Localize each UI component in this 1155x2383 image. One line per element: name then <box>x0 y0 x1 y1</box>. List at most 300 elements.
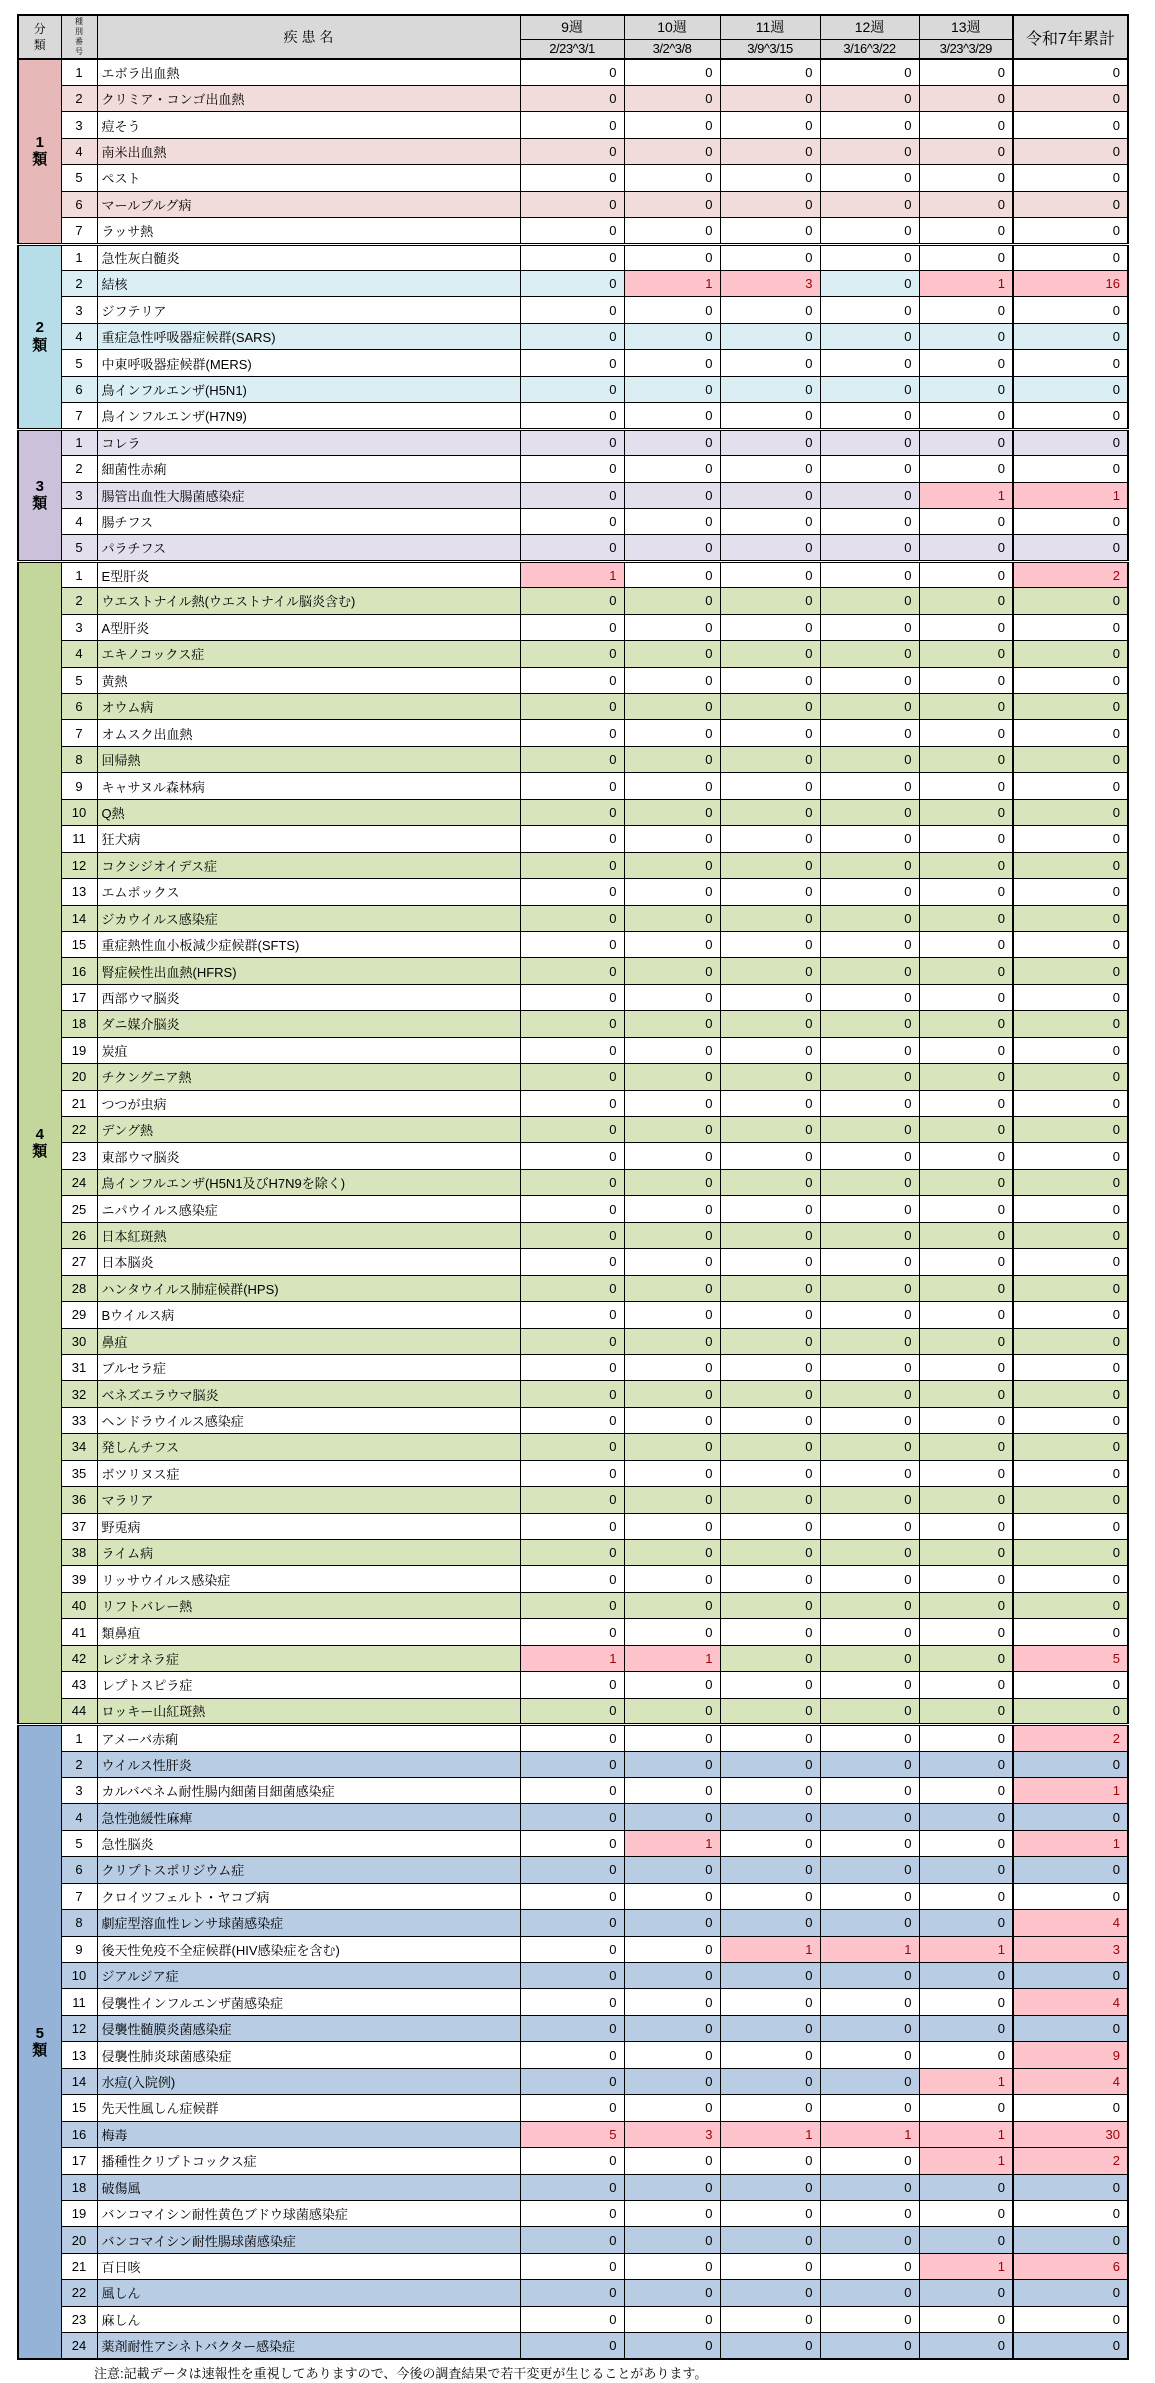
disease-name-cell: 細菌性赤痢 <box>97 456 520 482</box>
week-value-cell: 0 <box>720 1540 820 1566</box>
week-value-cell: 0 <box>919 1143 1013 1169</box>
week-value-cell: 0 <box>820 508 919 534</box>
serial-number-cell: 21 <box>61 2253 97 2279</box>
week-value-cell: 0 <box>520 826 624 852</box>
week-value-cell: 0 <box>624 614 720 640</box>
week-value-cell: 0 <box>820 1672 919 1698</box>
week-value-cell: 1 <box>720 2121 820 2147</box>
year-total-cell: 0 <box>1013 799 1128 825</box>
week-value-cell: 0 <box>919 350 1013 376</box>
week-value-cell: 0 <box>720 667 820 693</box>
table-row <box>18 1487 1128 1513</box>
disease-name-cell: ペスト <box>97 165 520 191</box>
serial-number-cell: 7 <box>61 720 97 746</box>
serial-number-cell: 24 <box>61 2333 97 2359</box>
disease-name-cell: 狂犬病 <box>97 826 520 852</box>
week-value-cell: 0 <box>820 694 919 720</box>
serial-number-cell: 15 <box>61 2095 97 2121</box>
week-value-cell: 0 <box>919 852 1013 878</box>
week-value-cell: 0 <box>520 746 624 772</box>
week-value-cell: 0 <box>624 1275 720 1301</box>
week-value-cell: 0 <box>624 2333 720 2359</box>
week-value-cell: 0 <box>820 2253 919 2279</box>
week-value-cell: 0 <box>919 1249 1013 1275</box>
week-value-cell: 0 <box>820 59 919 85</box>
week-value-cell: 0 <box>624 1328 720 1354</box>
serial-number-cell: 16 <box>61 2121 97 2147</box>
week-value-cell: 0 <box>820 746 919 772</box>
disease-name-cell: ウイルス性肝炎 <box>97 1751 520 1777</box>
week-value-cell: 0 <box>820 482 919 508</box>
week-value-cell: 0 <box>720 2148 820 2174</box>
disease-name-cell: ダニ媒介脳炎 <box>97 1011 520 1037</box>
week-value-cell: 0 <box>624 720 720 746</box>
disease-name-cell: 侵襲性髄膜炎菌感染症 <box>97 2015 520 2041</box>
table-header <box>18 15 1128 59</box>
year-total-cell: 0 <box>1013 852 1128 878</box>
year-total-cell: 0 <box>1013 2333 1128 2359</box>
week-value-cell: 0 <box>624 244 720 270</box>
category-label-cell <box>18 244 61 429</box>
week-value-cell: 0 <box>624 2068 720 2094</box>
week-value-cell: 0 <box>520 59 624 85</box>
disease-name-cell: 破傷風 <box>97 2174 520 2200</box>
table-row <box>18 218 1128 244</box>
category-label-cell <box>18 1725 61 2360</box>
disease-name-cell: デング熱 <box>97 1117 520 1143</box>
year-total-cell: 0 <box>1013 1540 1128 1566</box>
week-value-cell: 0 <box>820 2015 919 2041</box>
week-value-cell: 0 <box>624 2015 720 2041</box>
week-value-cell: 0 <box>520 1725 624 1751</box>
week-value-cell: 0 <box>520 2253 624 2279</box>
week-value-cell: 0 <box>919 1592 1013 1618</box>
disease-name-cell: ブルセラ症 <box>97 1354 520 1380</box>
week-value-cell: 0 <box>820 1169 919 1195</box>
serial-number-cell: 24 <box>61 1169 97 1195</box>
table-row <box>18 2015 1128 2041</box>
serial-number-cell: 20 <box>61 1064 97 1090</box>
year-total-cell: 0 <box>1013 2280 1128 2306</box>
week-value-cell: 0 <box>919 1513 1013 1539</box>
disease-name-cell: ハンタウイルス肺症候群(HPS) <box>97 1275 520 1301</box>
disease-name-cell: 野兎病 <box>97 1513 520 1539</box>
week-value-cell: 0 <box>624 667 720 693</box>
week-value-cell: 0 <box>720 1883 820 1909</box>
year-total-cell: 0 <box>1013 2174 1128 2200</box>
serial-number-cell: 14 <box>61 905 97 931</box>
week-value-cell: 0 <box>919 1037 1013 1063</box>
year-total-cell: 3 <box>1013 1936 1128 1962</box>
disease-name-cell: 黄熱 <box>97 667 520 693</box>
year-total-cell: 2 <box>1013 2148 1128 2174</box>
week-value-cell: 0 <box>720 1963 820 1989</box>
header-week-13: 13週 <box>919 15 1013 39</box>
week-value-cell: 0 <box>720 984 820 1010</box>
serial-number-cell: 13 <box>61 2042 97 2068</box>
week-value-cell: 0 <box>624 1592 720 1618</box>
serial-number-cell: 1 <box>61 1725 97 1751</box>
disease-name-cell: カルバペネム耐性腸内細菌目細菌感染症 <box>97 1777 520 1803</box>
disease-name-cell: オムスク出血熱 <box>97 720 520 746</box>
week-value-cell: 0 <box>520 614 624 640</box>
week-value-cell: 1 <box>919 1936 1013 1962</box>
table-row <box>18 826 1128 852</box>
table-row <box>18 112 1128 138</box>
week-value-cell: 0 <box>820 456 919 482</box>
week-value-cell: 0 <box>520 958 624 984</box>
week-value-cell: 0 <box>919 746 1013 772</box>
serial-number-cell: 3 <box>61 614 97 640</box>
week-value-cell: 0 <box>720 1460 820 1486</box>
week-value-cell: 0 <box>919 1381 1013 1407</box>
serial-number-cell: 11 <box>61 826 97 852</box>
week-value-cell: 0 <box>624 1117 720 1143</box>
table-row <box>18 165 1128 191</box>
serial-number-cell: 4 <box>61 323 97 349</box>
week-value-cell: 0 <box>624 1751 720 1777</box>
week-value-cell: 0 <box>919 138 1013 164</box>
week-value-cell: 0 <box>520 2333 624 2359</box>
serial-number-cell: 18 <box>61 1011 97 1037</box>
week-value-cell: 0 <box>720 456 820 482</box>
table-row <box>18 2227 1128 2253</box>
serial-number-cell: 37 <box>61 1513 97 1539</box>
header-range-week-9: 2/23^3/1 <box>520 39 624 59</box>
week-value-cell: 0 <box>720 1698 820 1724</box>
week-value-cell: 0 <box>624 2253 720 2279</box>
week-value-cell: 0 <box>624 1566 720 1592</box>
disease-name-cell: 百日咳 <box>97 2253 520 2279</box>
serial-number-cell: 2 <box>61 1751 97 1777</box>
week-value-cell: 1 <box>820 2121 919 2147</box>
header-category-label: 分類 <box>33 21 46 52</box>
week-value-cell: 0 <box>624 905 720 931</box>
week-value-cell: 0 <box>820 1143 919 1169</box>
week-value-cell: 0 <box>720 1328 820 1354</box>
disease-name-cell: リッサウイルス感染症 <box>97 1566 520 1592</box>
disease-name-cell: 鳥インフルエンザ(H7N9) <box>97 403 520 429</box>
table-row <box>18 1328 1128 1354</box>
week-value-cell: 0 <box>820 1857 919 1883</box>
serial-number-cell: 3 <box>61 482 97 508</box>
week-value-cell: 0 <box>624 746 720 772</box>
year-total-cell: 2 <box>1013 561 1128 587</box>
year-total-cell: 0 <box>1013 1566 1128 1592</box>
table-row <box>18 1830 1128 1856</box>
week-value-cell: 0 <box>520 1196 624 1222</box>
week-value-cell: 0 <box>919 59 1013 85</box>
table-row <box>18 429 1128 455</box>
week-value-cell: 0 <box>919 244 1013 270</box>
week-value-cell: 0 <box>520 1777 624 1803</box>
disease-name-cell: 回帰熱 <box>97 746 520 772</box>
year-total-cell: 0 <box>1013 1222 1128 1248</box>
week-value-cell: 0 <box>720 879 820 905</box>
week-value-cell: 0 <box>919 508 1013 534</box>
week-value-cell: 0 <box>919 403 1013 429</box>
week-value-cell: 0 <box>720 588 820 614</box>
week-value-cell: 0 <box>919 931 1013 957</box>
week-value-cell: 0 <box>624 852 720 878</box>
serial-number-cell: 5 <box>61 165 97 191</box>
disease-name-cell: 急性灰白髄炎 <box>97 244 520 270</box>
week-value-cell: 0 <box>624 1487 720 1513</box>
year-total-cell: 0 <box>1013 773 1128 799</box>
week-value-cell: 0 <box>720 482 820 508</box>
serial-number-cell: 2 <box>61 588 97 614</box>
week-value-cell: 0 <box>820 984 919 1010</box>
serial-number-cell: 18 <box>61 2174 97 2200</box>
report-table <box>17 14 1129 2360</box>
week-value-cell: 0 <box>919 2333 1013 2359</box>
disease-name-cell: 結核 <box>97 271 520 297</box>
table-row <box>18 2253 1128 2279</box>
year-total-cell: 0 <box>1013 191 1128 217</box>
week-value-cell: 0 <box>520 350 624 376</box>
year-total-cell: 0 <box>1013 1037 1128 1063</box>
table-row <box>18 1302 1128 1328</box>
week-value-cell: 0 <box>720 1011 820 1037</box>
serial-number-cell: 2 <box>61 271 97 297</box>
week-value-cell: 0 <box>520 218 624 244</box>
year-total-cell: 0 <box>1013 323 1128 349</box>
year-total-cell: 0 <box>1013 879 1128 905</box>
week-value-cell: 0 <box>919 112 1013 138</box>
year-total-cell: 0 <box>1013 535 1128 561</box>
table-row <box>18 2148 1128 2174</box>
year-total-cell: 0 <box>1013 1302 1128 1328</box>
year-total-cell: 0 <box>1013 641 1128 667</box>
week-value-cell: 0 <box>520 1117 624 1143</box>
serial-number-cell: 7 <box>61 1883 97 1909</box>
week-value-cell: 0 <box>520 2068 624 2094</box>
week-value-cell: 0 <box>624 1540 720 1566</box>
table-row <box>18 1513 1128 1539</box>
disease-name-cell: 梅毒 <box>97 2121 520 2147</box>
week-value-cell: 0 <box>919 456 1013 482</box>
week-value-cell: 0 <box>720 1487 820 1513</box>
week-value-cell: 0 <box>820 535 919 561</box>
category-label: 4類 <box>32 1125 48 1160</box>
year-total-cell: 0 <box>1013 297 1128 323</box>
table-row <box>18 1143 1128 1169</box>
year-total-cell: 0 <box>1013 1090 1128 1116</box>
week-value-cell: 0 <box>624 456 720 482</box>
week-value-cell: 0 <box>720 1619 820 1645</box>
week-value-cell: 0 <box>720 1302 820 1328</box>
year-total-cell: 0 <box>1013 1407 1128 1433</box>
week-value-cell: 0 <box>624 482 720 508</box>
week-value-cell: 0 <box>520 694 624 720</box>
disease-name-cell: 南米出血熱 <box>97 138 520 164</box>
disease-name-cell: 西部ウマ脳炎 <box>97 984 520 1010</box>
week-value-cell: 0 <box>520 508 624 534</box>
serial-number-cell: 31 <box>61 1354 97 1380</box>
week-value-cell: 0 <box>720 1090 820 1116</box>
week-value-cell: 0 <box>520 1619 624 1645</box>
week-value-cell: 1 <box>520 1645 624 1671</box>
table-row <box>18 931 1128 957</box>
week-value-cell: 0 <box>520 2227 624 2253</box>
week-value-cell: 1 <box>624 1645 720 1671</box>
week-value-cell: 0 <box>720 1064 820 1090</box>
week-value-cell: 0 <box>919 2174 1013 2200</box>
year-total-cell: 0 <box>1013 588 1128 614</box>
year-total-cell: 4 <box>1013 1910 1128 1936</box>
year-total-cell: 5 <box>1013 1645 1128 1671</box>
serial-number-cell: 28 <box>61 1275 97 1301</box>
disease-name-cell: 痘そう <box>97 112 520 138</box>
week-value-cell: 0 <box>624 641 720 667</box>
week-value-cell: 0 <box>919 1275 1013 1301</box>
week-value-cell: 0 <box>820 1302 919 1328</box>
table-row <box>18 1011 1128 1037</box>
week-value-cell: 0 <box>624 1698 720 1724</box>
header-week-11: 11週 <box>720 15 820 39</box>
week-value-cell: 0 <box>520 799 624 825</box>
week-value-cell: 0 <box>919 1222 1013 1248</box>
year-total-cell: 0 <box>1013 720 1128 746</box>
week-value-cell: 0 <box>820 667 919 693</box>
week-value-cell: 0 <box>720 720 820 746</box>
week-value-cell: 0 <box>820 588 919 614</box>
week-value-cell: 0 <box>720 1672 820 1698</box>
serial-number-cell: 4 <box>61 508 97 534</box>
week-value-cell: 0 <box>820 1064 919 1090</box>
serial-number-cell: 13 <box>61 879 97 905</box>
week-value-cell: 0 <box>520 535 624 561</box>
week-value-cell: 0 <box>520 2174 624 2200</box>
week-value-cell: 0 <box>520 1090 624 1116</box>
week-value-cell: 0 <box>820 1645 919 1671</box>
disease-name-cell: 重症熱性血小板減少症候群(SFTS) <box>97 931 520 957</box>
table-row <box>18 376 1128 402</box>
header-week-10: 10週 <box>624 15 720 39</box>
week-value-cell: 0 <box>820 2227 919 2253</box>
year-total-cell: 0 <box>1013 2227 1128 2253</box>
disease-name-cell: Q熱 <box>97 799 520 825</box>
disease-name-cell: 後天性免疫不全症候群(HIV感染症を含む) <box>97 1936 520 1962</box>
disease-name-cell: ベネズエラウマ脳炎 <box>97 1381 520 1407</box>
week-value-cell: 0 <box>624 879 720 905</box>
week-value-cell: 0 <box>520 1540 624 1566</box>
week-value-cell: 0 <box>919 2095 1013 2121</box>
header-serial-label: 種別番号 <box>75 17 83 56</box>
week-value-cell: 0 <box>919 1302 1013 1328</box>
table-row <box>18 2306 1128 2332</box>
week-value-cell: 0 <box>520 297 624 323</box>
year-total-cell: 0 <box>1013 1513 1128 1539</box>
category-label: 2類 <box>32 319 48 354</box>
serial-number-cell: 43 <box>61 1672 97 1698</box>
week-value-cell: 0 <box>520 720 624 746</box>
disease-name-cell: 先天性風しん症候群 <box>97 2095 520 2121</box>
table-row <box>18 535 1128 561</box>
week-value-cell: 0 <box>520 376 624 402</box>
table-row <box>18 905 1128 931</box>
serial-number-cell: 6 <box>61 191 97 217</box>
week-value-cell: 0 <box>520 1989 624 2015</box>
week-value-cell: 0 <box>520 429 624 455</box>
table-row <box>18 1936 1128 1962</box>
year-total-cell: 0 <box>1013 165 1128 191</box>
week-value-cell: 0 <box>820 376 919 402</box>
week-value-cell: 0 <box>520 1222 624 1248</box>
week-value-cell: 0 <box>720 191 820 217</box>
week-value-cell: 0 <box>624 2095 720 2121</box>
year-total-cell: 0 <box>1013 1698 1128 1724</box>
table-row <box>18 561 1128 587</box>
table-row <box>18 2042 1128 2068</box>
week-value-cell: 0 <box>919 165 1013 191</box>
week-value-cell: 0 <box>720 323 820 349</box>
serial-number-cell: 32 <box>61 1381 97 1407</box>
week-value-cell: 0 <box>820 1592 919 1618</box>
week-value-cell: 1 <box>520 561 624 587</box>
week-value-cell: 0 <box>820 2280 919 2306</box>
serial-number-cell: 1 <box>61 244 97 270</box>
serial-number-cell: 7 <box>61 218 97 244</box>
table-row <box>18 1751 1128 1777</box>
week-value-cell: 0 <box>520 2306 624 2332</box>
week-value-cell: 0 <box>624 165 720 191</box>
week-value-cell: 0 <box>919 297 1013 323</box>
serial-number-cell: 12 <box>61 852 97 878</box>
category-label-cell <box>18 429 61 561</box>
week-value-cell: 0 <box>624 112 720 138</box>
week-value-cell: 0 <box>520 852 624 878</box>
serial-number-cell: 23 <box>61 1143 97 1169</box>
disease-name-cell: オウム病 <box>97 694 520 720</box>
serial-number-cell: 34 <box>61 1434 97 1460</box>
year-total-cell: 0 <box>1013 1592 1128 1618</box>
serial-number-cell: 38 <box>61 1540 97 1566</box>
week-value-cell: 0 <box>919 694 1013 720</box>
week-value-cell: 0 <box>720 1381 820 1407</box>
week-value-cell: 0 <box>820 429 919 455</box>
week-value-cell: 0 <box>820 323 919 349</box>
week-value-cell: 0 <box>520 1249 624 1275</box>
disease-name-cell: ヘンドラウイルス感染症 <box>97 1407 520 1433</box>
table-row <box>18 2174 1128 2200</box>
week-value-cell: 0 <box>820 879 919 905</box>
week-value-cell: 0 <box>520 456 624 482</box>
year-total-cell: 0 <box>1013 1275 1128 1301</box>
table-row <box>18 1354 1128 1380</box>
week-value-cell: 0 <box>720 1910 820 1936</box>
week-value-cell: 0 <box>720 1751 820 1777</box>
week-value-cell: 0 <box>919 1196 1013 1222</box>
serial-number-cell: 1 <box>61 561 97 587</box>
week-value-cell: 0 <box>520 1434 624 1460</box>
week-value-cell: 0 <box>624 2306 720 2332</box>
disease-name-cell: バンコマイシン耐性黄色ブドウ球菌感染症 <box>97 2200 520 2226</box>
week-value-cell: 0 <box>919 1751 1013 1777</box>
serial-number-cell: 17 <box>61 984 97 1010</box>
year-total-cell: 0 <box>1013 614 1128 640</box>
disease-name-cell: コクシジオイデス症 <box>97 852 520 878</box>
report-table-body <box>18 59 1128 2359</box>
serial-number-cell: 2 <box>61 456 97 482</box>
disease-name-cell: クリミア・コンゴ出血熱 <box>97 85 520 111</box>
disease-name-cell: 東部ウマ脳炎 <box>97 1143 520 1169</box>
week-value-cell: 0 <box>520 1513 624 1539</box>
week-value-cell: 0 <box>520 271 624 297</box>
serial-number-cell: 29 <box>61 1302 97 1328</box>
disease-name-cell: つつが虫病 <box>97 1090 520 1116</box>
table-row <box>18 588 1128 614</box>
